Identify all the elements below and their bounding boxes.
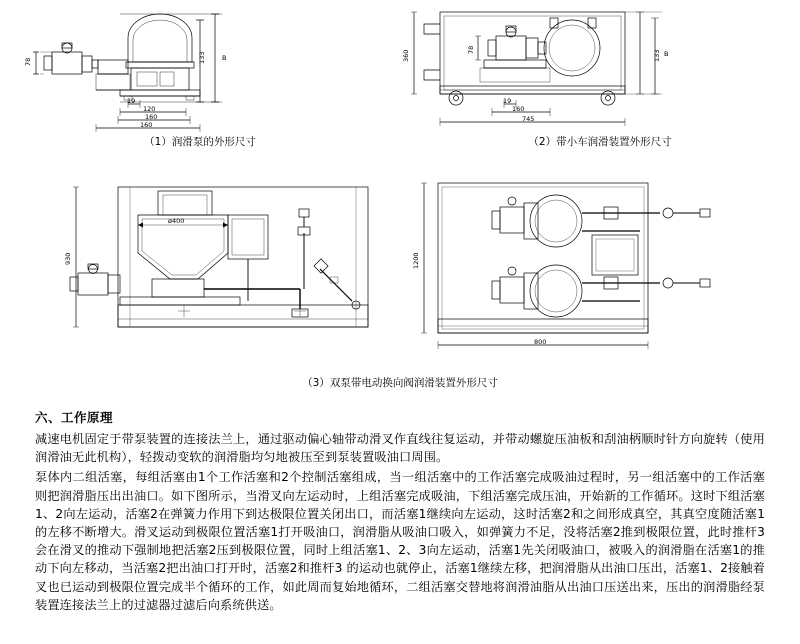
fig3-dim-800: 800 (534, 338, 547, 346)
working-principle-section (35, 408, 765, 616)
fig3-dim-400: ø400 (168, 217, 185, 225)
fig2-dim-160: 160 (512, 105, 525, 113)
figure-2-drawing (400, 4, 800, 132)
fig1-dim-160b: 160 (140, 121, 153, 129)
figure-2-caption: （2）带小车润滑装置外形尺寸 (528, 136, 672, 148)
fig1-dim-78: 78 (24, 57, 32, 66)
fig2-dim-19: 19 (503, 97, 512, 105)
fig2-dim-745: 745 (522, 115, 535, 123)
figure-1 (0, 4, 400, 149)
paragraph-2: 泵体内二组活塞，每组活塞由1个工作活塞和2个控制活塞组成，当一组活塞中的工作活塞完成吸油过程时，另一组活塞中的工作活塞则把润滑脂压出出油口。如下图所示，当滑叉向左运动时，上组活塞完成吸油，下组活塞完成压油，开始新的工作循环。这时下组活塞1、2向左运动，活塞2在弹簧力作用下到达极限位置关闭出口，而活塞1继续向左运动，这时活塞2和之间形成真空，其真空度随活塞1的左移不断增大。滑叉运动到极限位置活塞1打开吸油口，润滑脂从吸油口吸入，如弹簧力不足，没将活塞2推到极限位置，此时推杆3会在滑叉的推动下强制地把活塞2压到极限位置，同时上组活塞1、2、3向左运动，活塞1先关闭吸油口，被吸入的润滑脂在活塞1的推动下向左移动，当活塞2把出油口打开时，活塞2和推杆3 的运动也就停止，活塞1继续左移，把润滑脂从出油口压出，活塞1、2接触着叉也已运动到极限位置完成半个循环的工作，如此周而复始地循环，二组活塞交替地将润滑油脂从出油口压送出来，压出的润滑脂经泵装置连接法兰上的过滤器过滤后向系统供送。 (35, 470, 766, 612)
figure-1-caption: （1）润滑泵的外形尺寸 (144, 136, 256, 148)
page-title: 六、工作原理 (35, 410, 114, 425)
figure-1-drawing (0, 4, 400, 132)
paragraph-1: 减速电机固定于带泵装置的连接法兰上，通过驱动偏心轴带动滑叉作直线往复运动，并带动螺旋压油板和刮油柄顺时针方向旋转（使用润滑油无此机构），轻拨动变软的润滑脂均匀地被压至到泵装置吸油口周围。 (35, 432, 765, 465)
fig1-dim-120: 120 (143, 105, 156, 113)
fig3-dim-1200: 1200 (412, 252, 420, 269)
figure-3-caption: （3）双泵带电动换向阀润滑装置外形尺寸 (302, 377, 498, 389)
fig1-dim-B: B (222, 54, 227, 62)
fig1-dim-160a: 160 (145, 113, 158, 121)
fig2-dim-78: 78 (467, 45, 475, 54)
figure-row-top (0, 0, 800, 149)
figure-3 (0, 173, 800, 390)
fig3-dim-930: 930 (64, 252, 72, 265)
fig2-dim-360: 360 (402, 49, 410, 62)
fig2-dim-133: 133 (653, 49, 661, 62)
fig1-dim-133: 133 (198, 51, 206, 64)
figure-3-drawing (0, 173, 800, 373)
figure-2 (400, 4, 800, 149)
fig1-dim-19: 19 (127, 97, 136, 105)
fig2-dim-B: B (664, 50, 669, 58)
figure-row-bottom (0, 149, 800, 390)
